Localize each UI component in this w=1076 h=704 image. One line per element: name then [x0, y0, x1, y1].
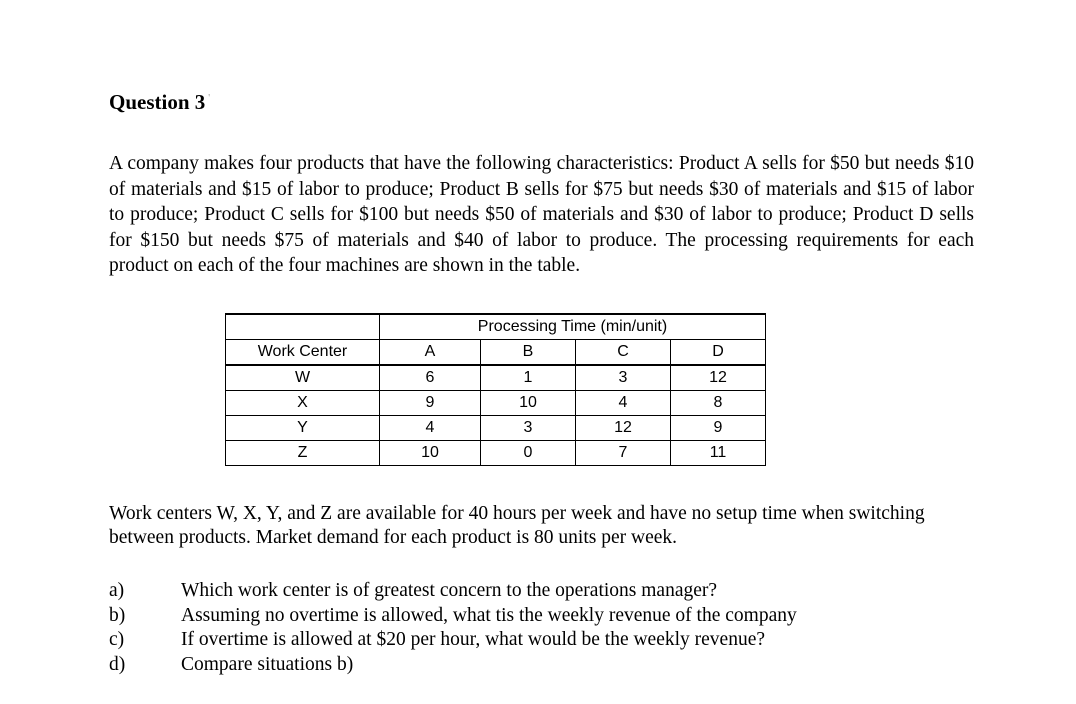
time-cell: 9 [671, 416, 766, 441]
time-cell: 3 [576, 365, 671, 391]
processing-time-table [225, 313, 766, 466]
question-text: Compare situations b) [181, 653, 354, 675]
list-item [109, 604, 969, 629]
tick-mark: ' [208, 93, 211, 104]
product-header-c: C [576, 340, 671, 366]
question-heading [109, 86, 210, 115]
question-text: Assuming no overtime is allowed, what tis the weekly revenue of the company [181, 604, 797, 626]
time-cell: 10 [481, 391, 576, 416]
time-cell: 1 [481, 365, 576, 391]
time-cell: 4 [576, 391, 671, 416]
time-cell: 0 [481, 441, 576, 466]
time-cell: 3 [481, 416, 576, 441]
table-row [226, 441, 766, 466]
question-text: Which work center is of greatest concern to the operations manager? [181, 580, 718, 601]
work-center-cell: Z [226, 441, 380, 466]
time-cell: 9 [380, 391, 481, 416]
time-cell: 8 [671, 391, 766, 416]
processing-time-header: Processing Time (min/unit) [380, 314, 766, 340]
time-cell: 4 [380, 416, 481, 441]
list-item [109, 628, 969, 653]
work-center-cell: X [226, 391, 380, 416]
product-header-d: D [671, 340, 766, 366]
question-text: If overtime is allowed at $20 per hour, what would be the weekly revenue? [181, 629, 766, 650]
product-header-a: A [380, 340, 481, 366]
time-cell: 7 [576, 441, 671, 466]
question-label: a) [109, 580, 125, 601]
empty-header-cell [226, 314, 380, 340]
table-row [226, 416, 766, 441]
question-label: c) [109, 629, 125, 650]
time-cell: 12 [671, 365, 766, 391]
table-row [226, 365, 766, 391]
question-label: d) [109, 653, 126, 675]
availability-note: Work centers W, X, Y, and Z are available for 40 hours per week and have no setup time when switching between products. Market demand for each product is 80 units per week. [109, 503, 925, 548]
time-cell: 10 [380, 441, 481, 466]
work-center-cell: W [226, 365, 380, 391]
work-center-header: Work Center [226, 340, 380, 366]
problem-statement: A company makes four products that have the following characteristics: Product A sells for $50 but needs $10 of materials and $15 of labor to produce; Product B sells for $75 but needs $30 of materials and $15 of labor to produce; Product C sells for $100 but needs $50 of materials and $30 of labor to produce; Product D sells for $150 but needs $75 of materials and $40 of labor to produce. The processing requirements for each product on each of the four machines are shown in the table. [109, 153, 974, 276]
work-center-cell: Y [226, 416, 380, 441]
time-cell: 6 [380, 365, 481, 391]
question-title: Question 3 [109, 90, 206, 114]
time-cell: 11 [671, 441, 766, 466]
product-header-b: B [481, 340, 576, 366]
question-label: b) [109, 604, 126, 626]
time-cell: 12 [576, 416, 671, 441]
table-row [226, 391, 766, 416]
list-item [109, 579, 969, 604]
question-list [109, 579, 969, 677]
list-item [109, 653, 969, 678]
